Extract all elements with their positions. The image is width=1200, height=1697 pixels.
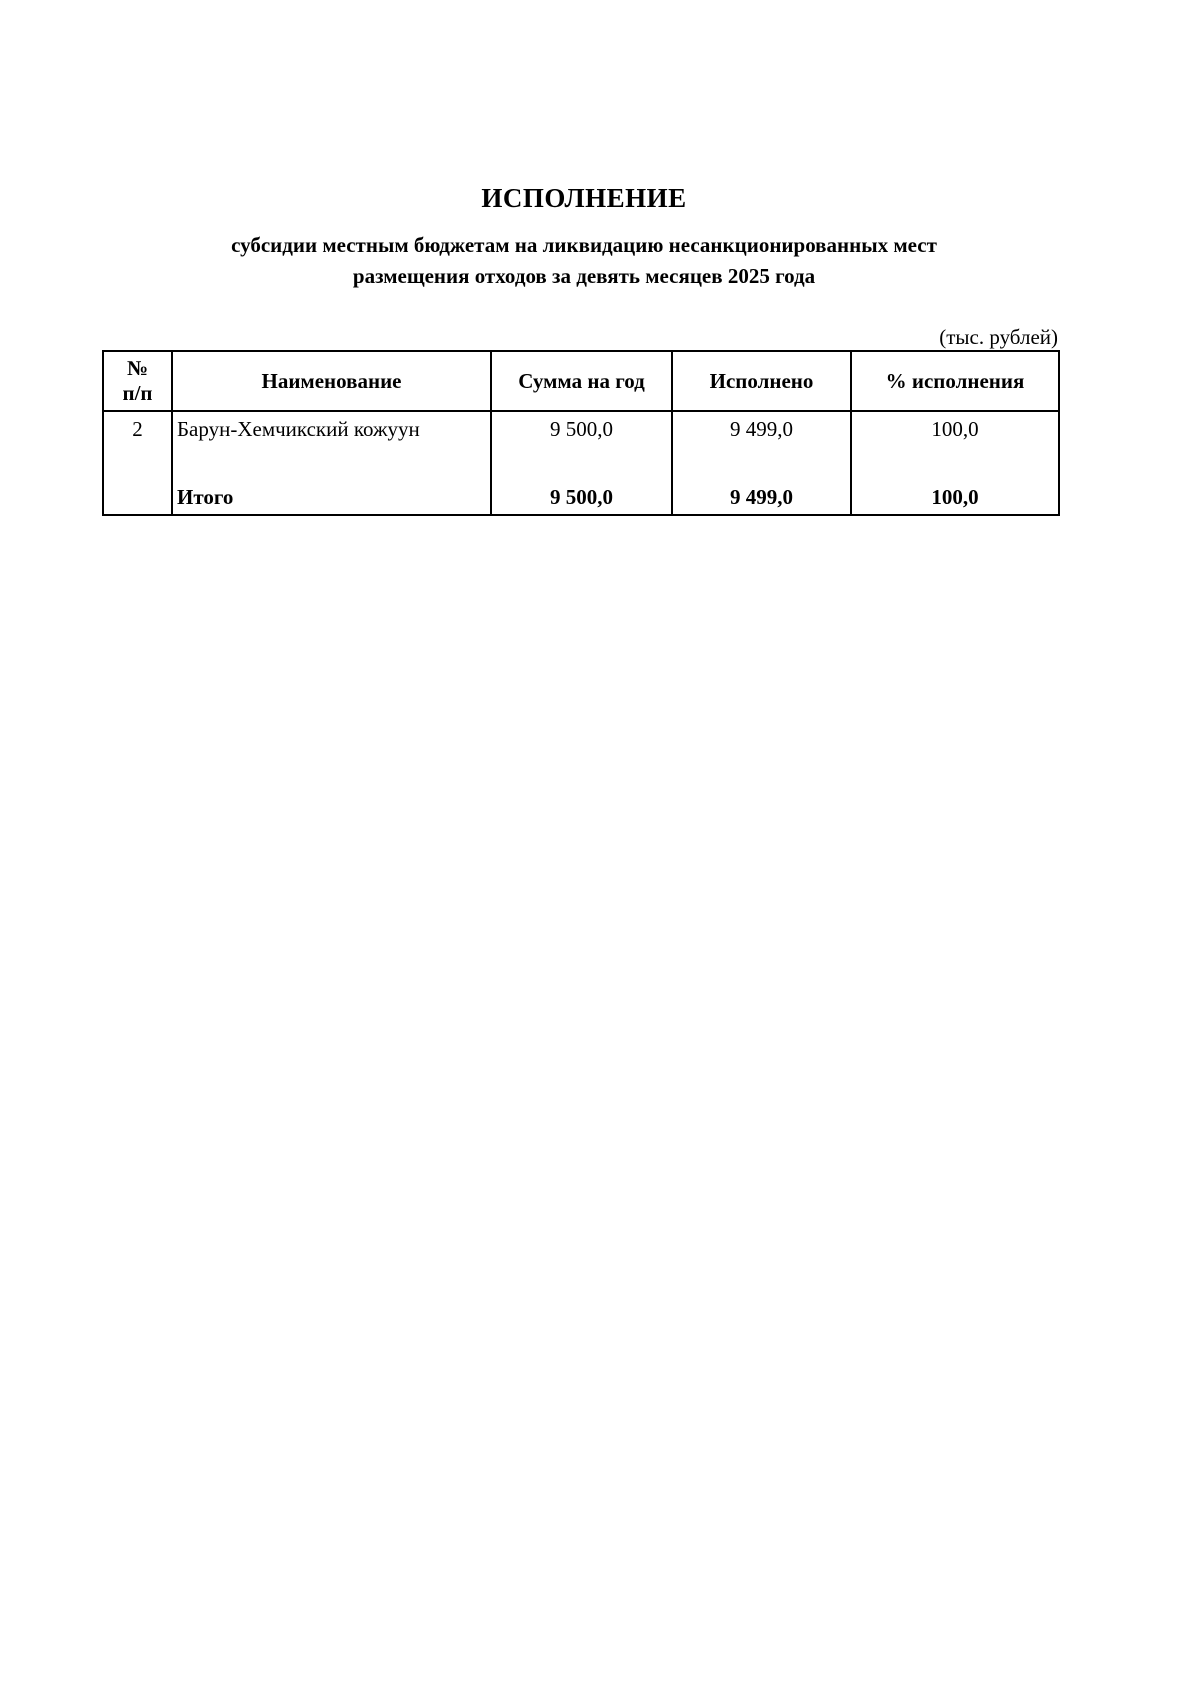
header-name: Наименование <box>172 351 491 411</box>
row-executed: 9 499,0 <box>672 411 851 446</box>
table-total-row <box>103 480 1059 515</box>
total-num <box>103 480 172 515</box>
header-sum-year: Сумма на год <box>491 351 672 411</box>
table-row <box>103 411 1059 446</box>
document-subtitle <box>0 230 1168 292</box>
document-title: ИСПОЛНЕНИЕ <box>481 183 687 213</box>
spacer-cell <box>851 446 1059 480</box>
table-header-row <box>103 351 1059 411</box>
row-sum-year: 9 500,0 <box>491 411 672 446</box>
subtitle-line-1: субсидии местным бюджетам на ликвидацию несанкционированных мест <box>231 233 937 257</box>
row-num: 2 <box>103 411 172 446</box>
units-label: (тыс. рублей) <box>939 325 1058 349</box>
spacer-cell <box>103 446 172 480</box>
row-name: Барун-Хемчикский кожуун <box>172 411 491 446</box>
header-num-line-1: № <box>126 356 149 380</box>
table-spacer-row <box>103 446 1059 480</box>
row-percent: 100,0 <box>851 411 1059 446</box>
total-percent: 100,0 <box>851 480 1059 515</box>
header-percent: % исполнения <box>851 351 1059 411</box>
header-num <box>103 351 172 411</box>
header-num-line-2: п/п <box>122 381 153 405</box>
spacer-cell <box>172 446 491 480</box>
total-sum-year: 9 500,0 <box>491 480 672 515</box>
execution-table <box>102 350 1060 516</box>
spacer-cell <box>491 446 672 480</box>
spacer-cell <box>672 446 851 480</box>
subtitle-line-2: размещения отходов за девять месяцев 2025 года <box>352 264 816 288</box>
total-executed: 9 499,0 <box>672 480 851 515</box>
header-executed: Исполнено <box>672 351 851 411</box>
total-label: Итого <box>172 480 491 515</box>
